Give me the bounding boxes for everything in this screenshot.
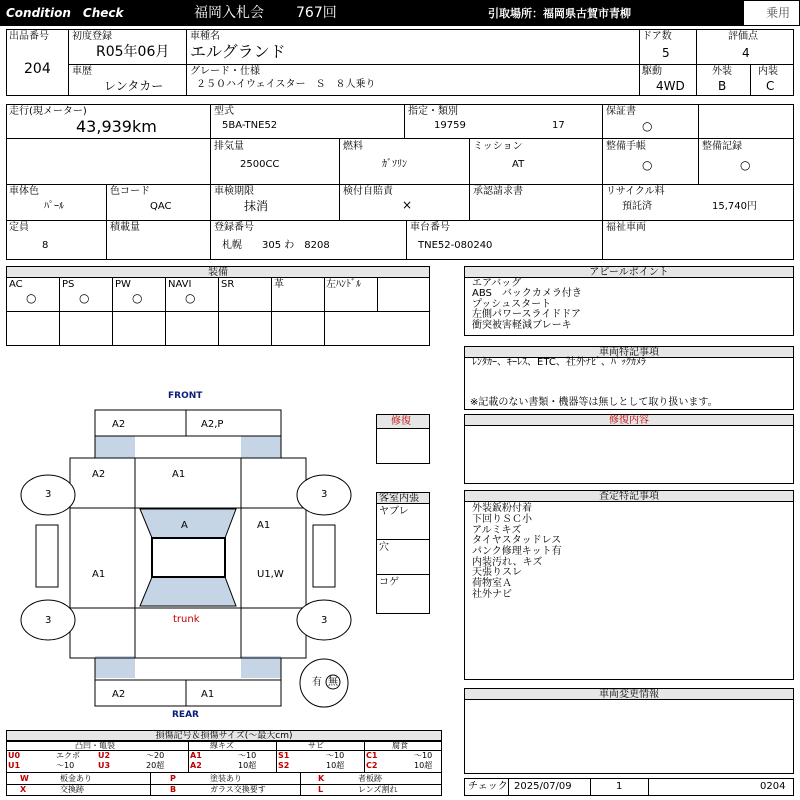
legend-code: X xyxy=(20,785,27,794)
doors-label: ドア数 xyxy=(642,31,672,42)
welfare-label: 福祉車両 xyxy=(606,222,646,233)
header-left-title: Condition Check xyxy=(6,6,124,20)
exterior-label: 外装 xyxy=(712,66,732,77)
capacity-label: 定員 xyxy=(9,222,29,233)
equip-navi-label: NAVI xyxy=(168,279,192,290)
auction-name: 福岡入札会 xyxy=(194,5,264,21)
repair-title: 修復内容 xyxy=(465,415,793,426)
reg-no: 札幌 305 わ 8208 xyxy=(222,240,330,251)
change-title: 車両変更情報 xyxy=(465,689,793,700)
front-label: FRONT xyxy=(168,391,203,401)
special-note: ※記載のない書類・機器等は無しとして取り扱います。 xyxy=(470,397,718,408)
cabin-hole: 穴 xyxy=(379,542,389,553)
legend-group-corrosion: 腐食 xyxy=(392,741,408,750)
legend-desc: 20超 xyxy=(146,761,165,770)
appeal-title: アピールポイント xyxy=(465,267,793,278)
mark-top-right: A2,P xyxy=(201,419,224,430)
legend-desc: ～20 xyxy=(146,751,165,760)
legend-code: S2 xyxy=(278,761,290,770)
drive: 4WD xyxy=(656,79,685,93)
interior-label: 内装 xyxy=(758,66,778,77)
special-text: ﾚﾝﾀｶｰ、ｷｰﾚｽ、ETC、社外ﾅﾋﾞ、ﾊﾞｯｸｶﾒﾗ xyxy=(472,357,646,368)
displacement: 2500CC xyxy=(240,159,280,170)
legend-code: W xyxy=(20,774,29,783)
mark-right-rear-door: U1,W xyxy=(257,569,284,580)
drive-label: 駆動 xyxy=(642,66,662,77)
vehicle-class: 乗用 xyxy=(766,6,791,20)
score-label: 評価点 xyxy=(728,31,758,42)
mark-hood: A1 xyxy=(172,469,186,480)
designation: 19759 xyxy=(434,120,466,131)
change-box xyxy=(464,688,794,774)
displacement-label: 排気量 xyxy=(214,141,244,152)
tire-rear-left: 3 xyxy=(45,615,52,626)
color-code: QAC xyxy=(150,201,172,212)
tax-label: 検付自賠責 xyxy=(343,186,393,197)
equip-lhd-label: 左ﾊﾝﾄﾞﾙ xyxy=(326,279,361,290)
mileage: 43,939km xyxy=(76,117,157,136)
capacity: 8 xyxy=(42,240,49,251)
assessment-title: 査定特記事項 xyxy=(465,491,793,502)
history-label: 車歴 xyxy=(72,66,92,77)
exterior: B xyxy=(718,79,727,93)
equip-pw-label: PW xyxy=(115,279,131,290)
color-code-label: 色コード xyxy=(110,186,150,197)
designation-label: 指定・類別 xyxy=(408,106,458,117)
assessment-line: 社外ナビ xyxy=(472,589,512,600)
legend-code: U1 xyxy=(8,761,21,770)
legend-desc: ガラス交換要す xyxy=(210,785,266,794)
legend-code: C2 xyxy=(366,761,378,770)
mark-bottom-left: A2 xyxy=(112,689,126,700)
tire-front-left: 3 xyxy=(45,489,52,500)
recycle-status: 預託済 xyxy=(622,201,652,212)
check-label: チェック xyxy=(468,781,508,792)
assessment-line: アルミキズ xyxy=(472,525,522,536)
assessment-line: 天張りスレ xyxy=(472,567,522,578)
legend-desc: ～10 xyxy=(238,751,257,760)
mission-label: ミッション xyxy=(473,141,523,152)
spare-value: 無 xyxy=(328,677,338,688)
assessment-line: 外装鈑粉付着 xyxy=(472,503,532,514)
lot-no: 204 xyxy=(24,61,51,77)
warranty-label: 保証書 xyxy=(606,106,636,117)
special-title: 車両特記事項 xyxy=(465,347,793,358)
legend-code: S1 xyxy=(278,751,290,760)
check-number: 0204 xyxy=(760,781,786,792)
first-reg-label: 初度登録 xyxy=(72,31,112,42)
legend-desc: ～10 xyxy=(326,751,345,760)
assessment-line: タイヤスタッドレス xyxy=(472,535,562,546)
equip-ac-label: AC xyxy=(9,279,23,290)
check-count: 1 xyxy=(616,781,623,792)
type-label: 型式 xyxy=(214,106,234,117)
color: ﾊﾟｰﾙ xyxy=(44,201,64,212)
warranty: ○ xyxy=(642,119,653,133)
score: 4 xyxy=(742,46,750,60)
legend-code: U2 xyxy=(98,751,111,760)
grade-label: グレード・仕様 xyxy=(190,66,260,77)
repair-label: 修復 xyxy=(391,416,411,427)
assessment-line: パンク修理キット有 xyxy=(472,546,562,557)
legend-code: U0 xyxy=(8,751,21,760)
history: レンタカー xyxy=(104,79,164,93)
lot-round: 767回 xyxy=(296,5,337,21)
pickup-location: 引取場所：福岡県古賀市青柳 xyxy=(488,7,631,20)
grade: ２５０ハイウェイスター Ｓ ８人乗り xyxy=(196,79,376,90)
legend-desc: ～10 xyxy=(56,761,75,770)
check-date: 2025/07/09 xyxy=(514,781,572,792)
cabin-burn: コゲ xyxy=(379,577,399,588)
legend-desc: ～10 xyxy=(414,751,433,760)
fuel-label: 燃料 xyxy=(343,141,363,152)
recycle-label: リサイクル料 xyxy=(606,186,665,197)
legend-code: C1 xyxy=(366,751,378,760)
approval-label: 承認請求書 xyxy=(473,186,523,197)
legend-desc: 10超 xyxy=(238,761,257,770)
load-label: 積載量 xyxy=(110,222,140,233)
legend-code: A1 xyxy=(190,751,202,760)
manual-label: 整備手帳 xyxy=(606,141,646,152)
mark-windshield: A xyxy=(181,520,188,531)
legend-code: A2 xyxy=(190,761,202,770)
trunk-label: trunk xyxy=(173,614,200,625)
tire-front-right: 3 xyxy=(321,489,328,500)
legend-code: U3 xyxy=(98,761,111,770)
chassis-label: 車台番号 xyxy=(410,222,450,233)
equip-ps: ○ xyxy=(79,291,90,305)
mark-top-left: A2 xyxy=(112,419,126,430)
mark-hood-left: A2 xyxy=(92,469,106,480)
tire-rear-right: 3 xyxy=(321,615,328,626)
assessment-line: 荷物室Ａ xyxy=(472,578,512,589)
model-name: エルグランド xyxy=(190,42,286,61)
cabin-tear: ヤブレ xyxy=(379,506,409,517)
mark-left-side: A1 xyxy=(92,569,106,580)
legend-group-scratch: 線キズ xyxy=(210,741,234,750)
classification: 17 xyxy=(552,120,565,131)
appeal-line: 左側パワースライドドア xyxy=(472,309,581,320)
first-reg: R05年06月 xyxy=(96,44,170,60)
equip-ps-label: PS xyxy=(62,279,75,290)
record-label: 整備記録 xyxy=(702,141,742,152)
car-diagram xyxy=(0,388,380,718)
legend-desc: 塗装あり xyxy=(210,774,242,783)
appeal-line: エアバッグ xyxy=(472,278,522,289)
legend-code: P xyxy=(170,774,176,783)
appeal-line: ABS バックカメラ付き xyxy=(472,288,582,299)
color-label: 車体色 xyxy=(9,186,39,197)
recycle-fee: 15,740円 xyxy=(712,201,757,212)
legend-desc: 板金あり xyxy=(60,774,92,783)
equipment-title: 装備 xyxy=(7,267,429,278)
legend-group-dent: 凸凹・亀裂 xyxy=(75,741,115,750)
spare-label: 有 xyxy=(312,677,322,688)
doors: 5 xyxy=(662,46,670,60)
cabin-title: 客室内張 xyxy=(379,493,419,504)
tax: × xyxy=(402,198,413,212)
model-name-label: 車種名 xyxy=(190,31,220,42)
legend-desc: エクボ xyxy=(56,751,80,760)
fuel: ｶﾞｿﾘﾝ xyxy=(382,159,407,170)
appeal-line: プッシュスタート xyxy=(472,299,552,310)
legend-desc: 者板跡 xyxy=(358,774,382,783)
legend-desc: 交換跡 xyxy=(60,785,84,794)
equip-leather-label: 革 xyxy=(274,279,284,290)
legend-desc: 10超 xyxy=(326,761,345,770)
chassis: TNE52-080240 xyxy=(418,240,493,251)
lot-no-label: 出品番号 xyxy=(9,31,49,42)
record: ○ xyxy=(740,158,751,172)
rear-label: REAR xyxy=(172,710,199,720)
inspection: 抹消 xyxy=(244,199,269,213)
reg-no-label: 登録番号 xyxy=(214,222,254,233)
legend-code: L xyxy=(318,785,324,794)
type: 5BA-TNE52 xyxy=(222,120,278,131)
mark-right-front-door: A1 xyxy=(257,520,271,531)
mission: AT xyxy=(512,159,525,170)
assessment-line: 内装汚れ、キズ xyxy=(472,557,543,568)
legend-title: 損傷記号＆損傷サイズ(～最大cm) xyxy=(7,731,441,741)
legend-desc: 10超 xyxy=(414,761,433,770)
manual: ○ xyxy=(642,158,653,172)
legend-code: B xyxy=(170,785,177,794)
equip-sr-label: SR xyxy=(221,279,235,290)
mark-bottom-right: A1 xyxy=(201,689,215,700)
interior: C xyxy=(766,79,775,93)
assessment-line: 下回りＳＣ小 xyxy=(472,514,532,525)
inspection-label: 車検期限 xyxy=(214,186,254,197)
mileage-label: 走行(現メーター) xyxy=(9,106,87,117)
legend-code: K xyxy=(318,774,325,783)
appeal-line: 衝突被害軽減ブレーキ xyxy=(472,320,572,331)
equip-pw: ○ xyxy=(132,291,143,305)
equip-ac: ○ xyxy=(26,291,37,305)
equip-navi: ○ xyxy=(185,291,196,305)
legend-group-rust: サビ xyxy=(308,741,324,750)
legend-desc: レンズ割れ xyxy=(358,785,398,794)
